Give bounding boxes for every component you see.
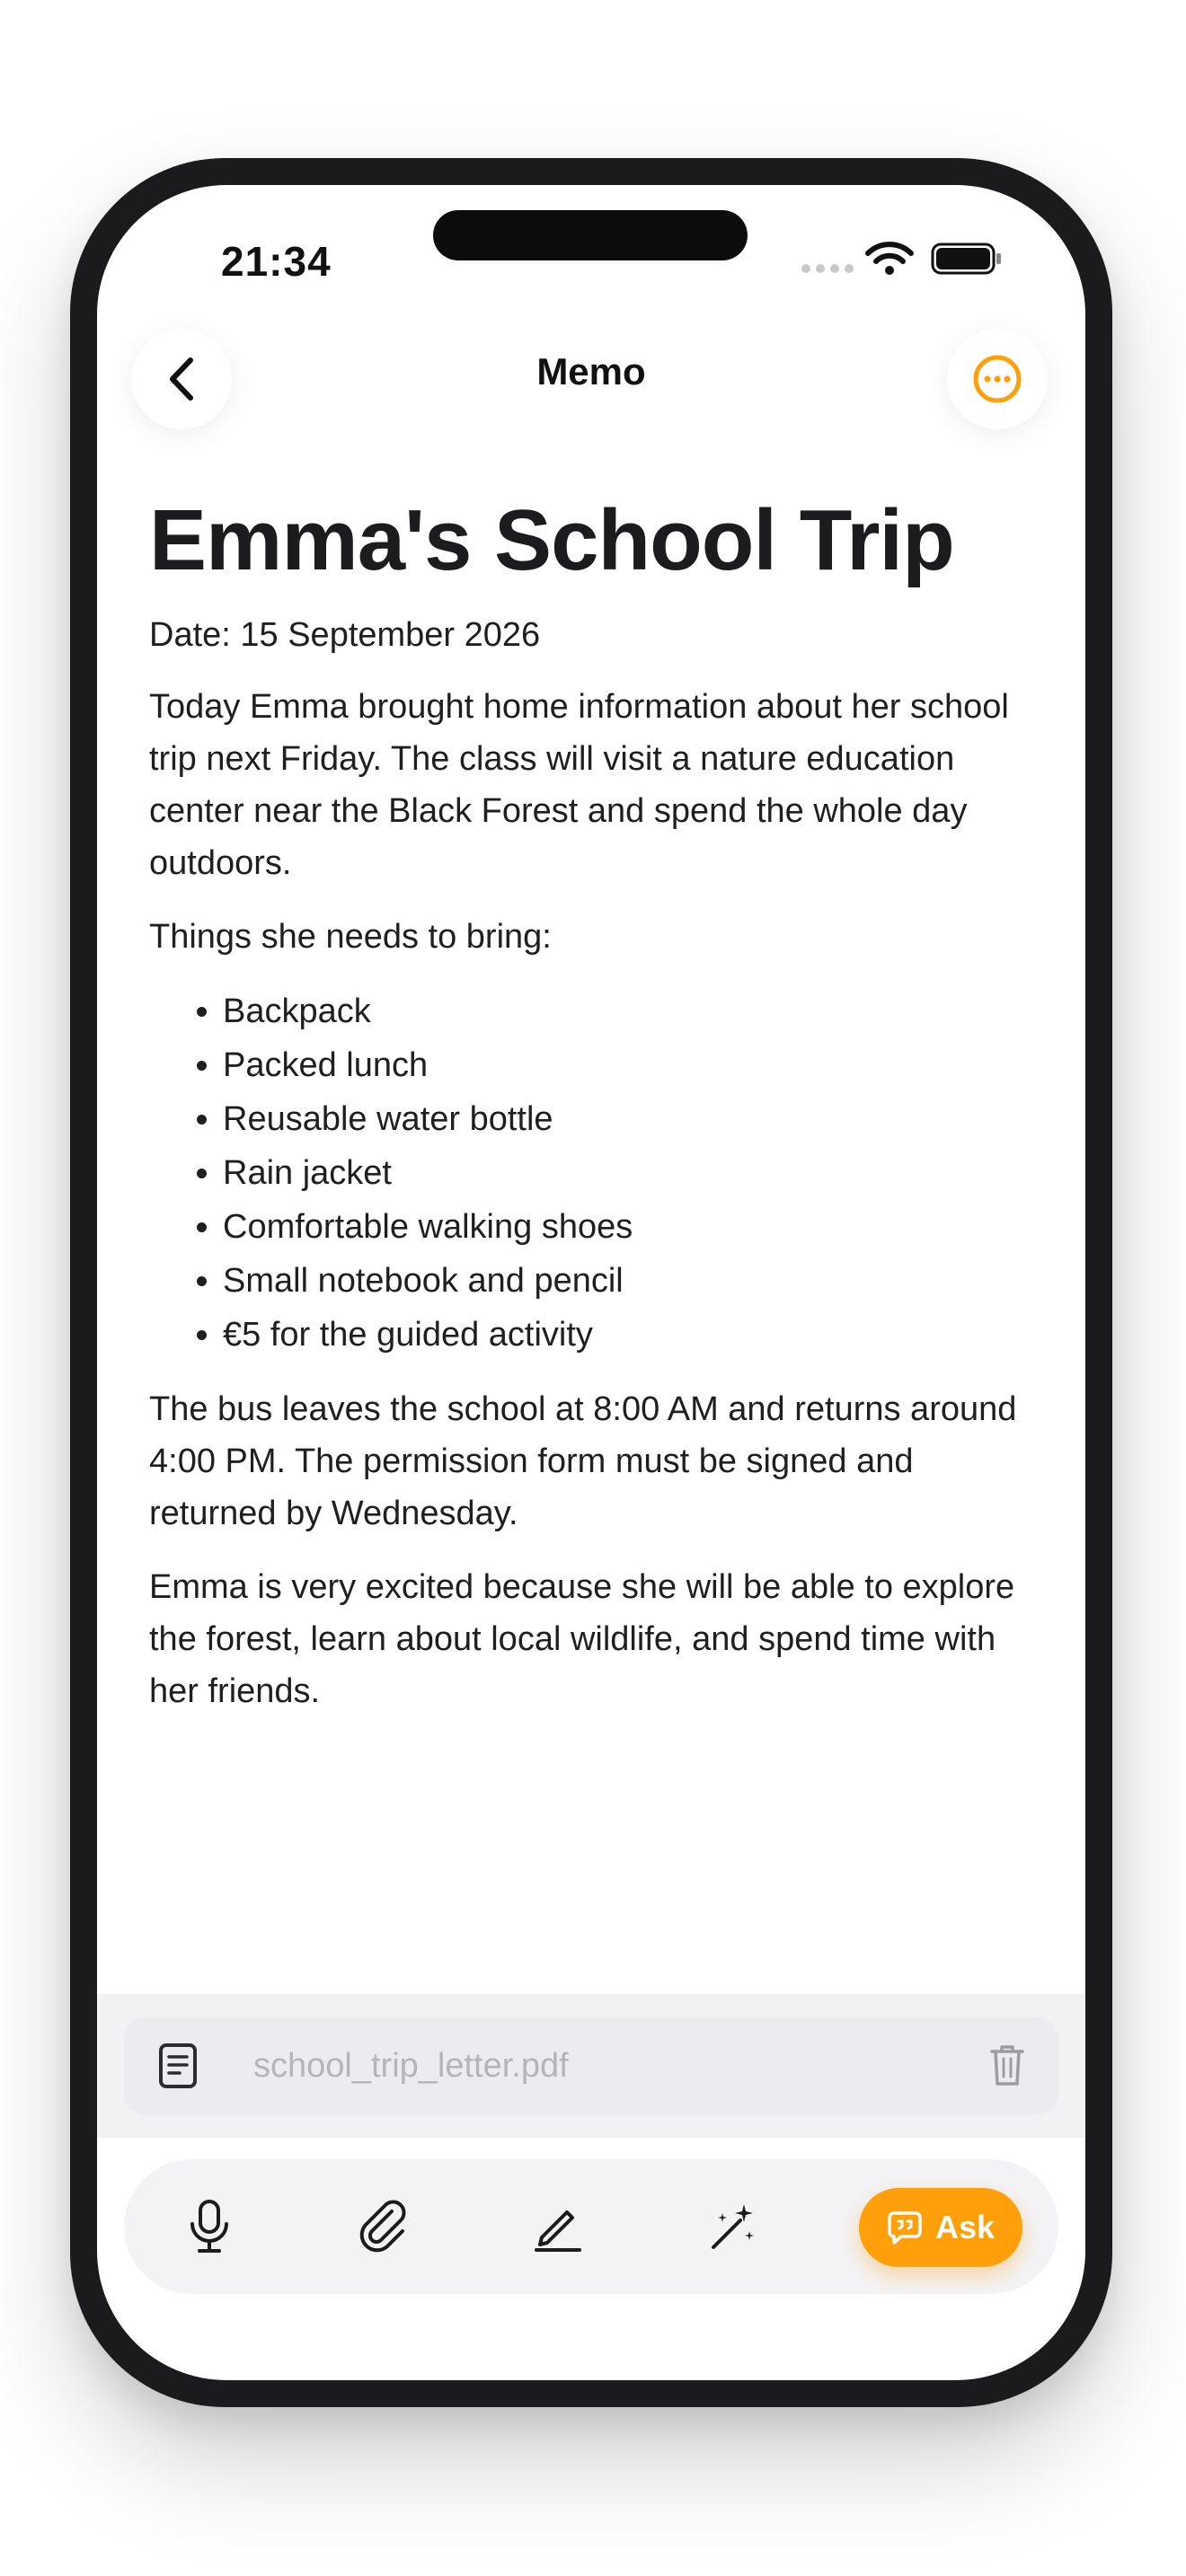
bottom-toolbar	[124, 2159, 1058, 2294]
memo-bus-paragraph: The bus leaves the school at 8:00 AM and returns around 4:00 PM. The permission form must be signed and returned by Wednesday.	[149, 1390, 1017, 1532]
chat-bubble-icon	[887, 2210, 923, 2245]
ellipsis-circle-icon	[970, 352, 1024, 406]
attachment-card[interactable]	[124, 2017, 1058, 2114]
phone-screen	[97, 185, 1085, 2380]
list-item: • Comfortable walking shoes	[223, 1200, 1048, 1254]
paperclip-icon	[356, 2199, 412, 2254]
list-item: • Packed lunch	[223, 1038, 1048, 1092]
memo-date: Date: 15 September 2026	[149, 616, 541, 654]
document-icon	[158, 2042, 198, 2089]
status-time: 21:34	[221, 238, 332, 285]
microphone-button[interactable]	[178, 2195, 241, 2258]
attachment-filename: school_trip_letter.pdf	[253, 2047, 569, 2085]
wifi-icon	[864, 241, 915, 277]
things-to-bring-list	[149, 984, 1048, 1362]
pen-icon	[531, 2200, 585, 2254]
memo-content[interactable]	[149, 490, 1048, 1739]
more-options-button[interactable]	[947, 329, 1048, 429]
dynamic-island	[433, 210, 748, 260]
trash-icon[interactable]	[988, 2042, 1026, 2087]
list-item: • Small notebook and pencil	[223, 1254, 1048, 1308]
page-title: Memo	[536, 350, 646, 393]
memo-title: Emma's School Trip	[149, 492, 954, 588]
draw-button[interactable]	[527, 2195, 589, 2258]
phone-frame	[70, 158, 1112, 2407]
ai-magic-button[interactable]	[701, 2195, 764, 2258]
attach-file-button[interactable]	[352, 2195, 415, 2258]
memo-closing-paragraph: Emma is very excited because she will be able to explore the forest, learn about local wildlife, and spend time with her friends.	[149, 1568, 1015, 1710]
cellular-signal-icon	[801, 264, 854, 273]
magic-wand-icon	[704, 2199, 760, 2254]
list-item: • Reusable water bottle	[223, 1092, 1048, 1146]
attachment-bar	[97, 1994, 1085, 2138]
battery-icon	[931, 243, 1003, 275]
ask-button-label: Ask	[934, 2209, 996, 2245]
list-item: • Backpack	[223, 984, 1048, 1038]
ask-button[interactable]	[859, 2188, 1022, 2267]
memo-intro-paragraph: Today Emma brought home information about her school trip next Friday. The class will visit a nature education center near the Black Forest and spend the whole day outdoors.	[149, 688, 1009, 882]
memo-list-heading: Things she needs to bring:	[149, 918, 552, 956]
microphone-icon	[187, 2199, 232, 2254]
list-item: • Rain jacket	[223, 1146, 1048, 1200]
list-item: • €5 for the guided activity	[223, 1308, 1048, 1362]
